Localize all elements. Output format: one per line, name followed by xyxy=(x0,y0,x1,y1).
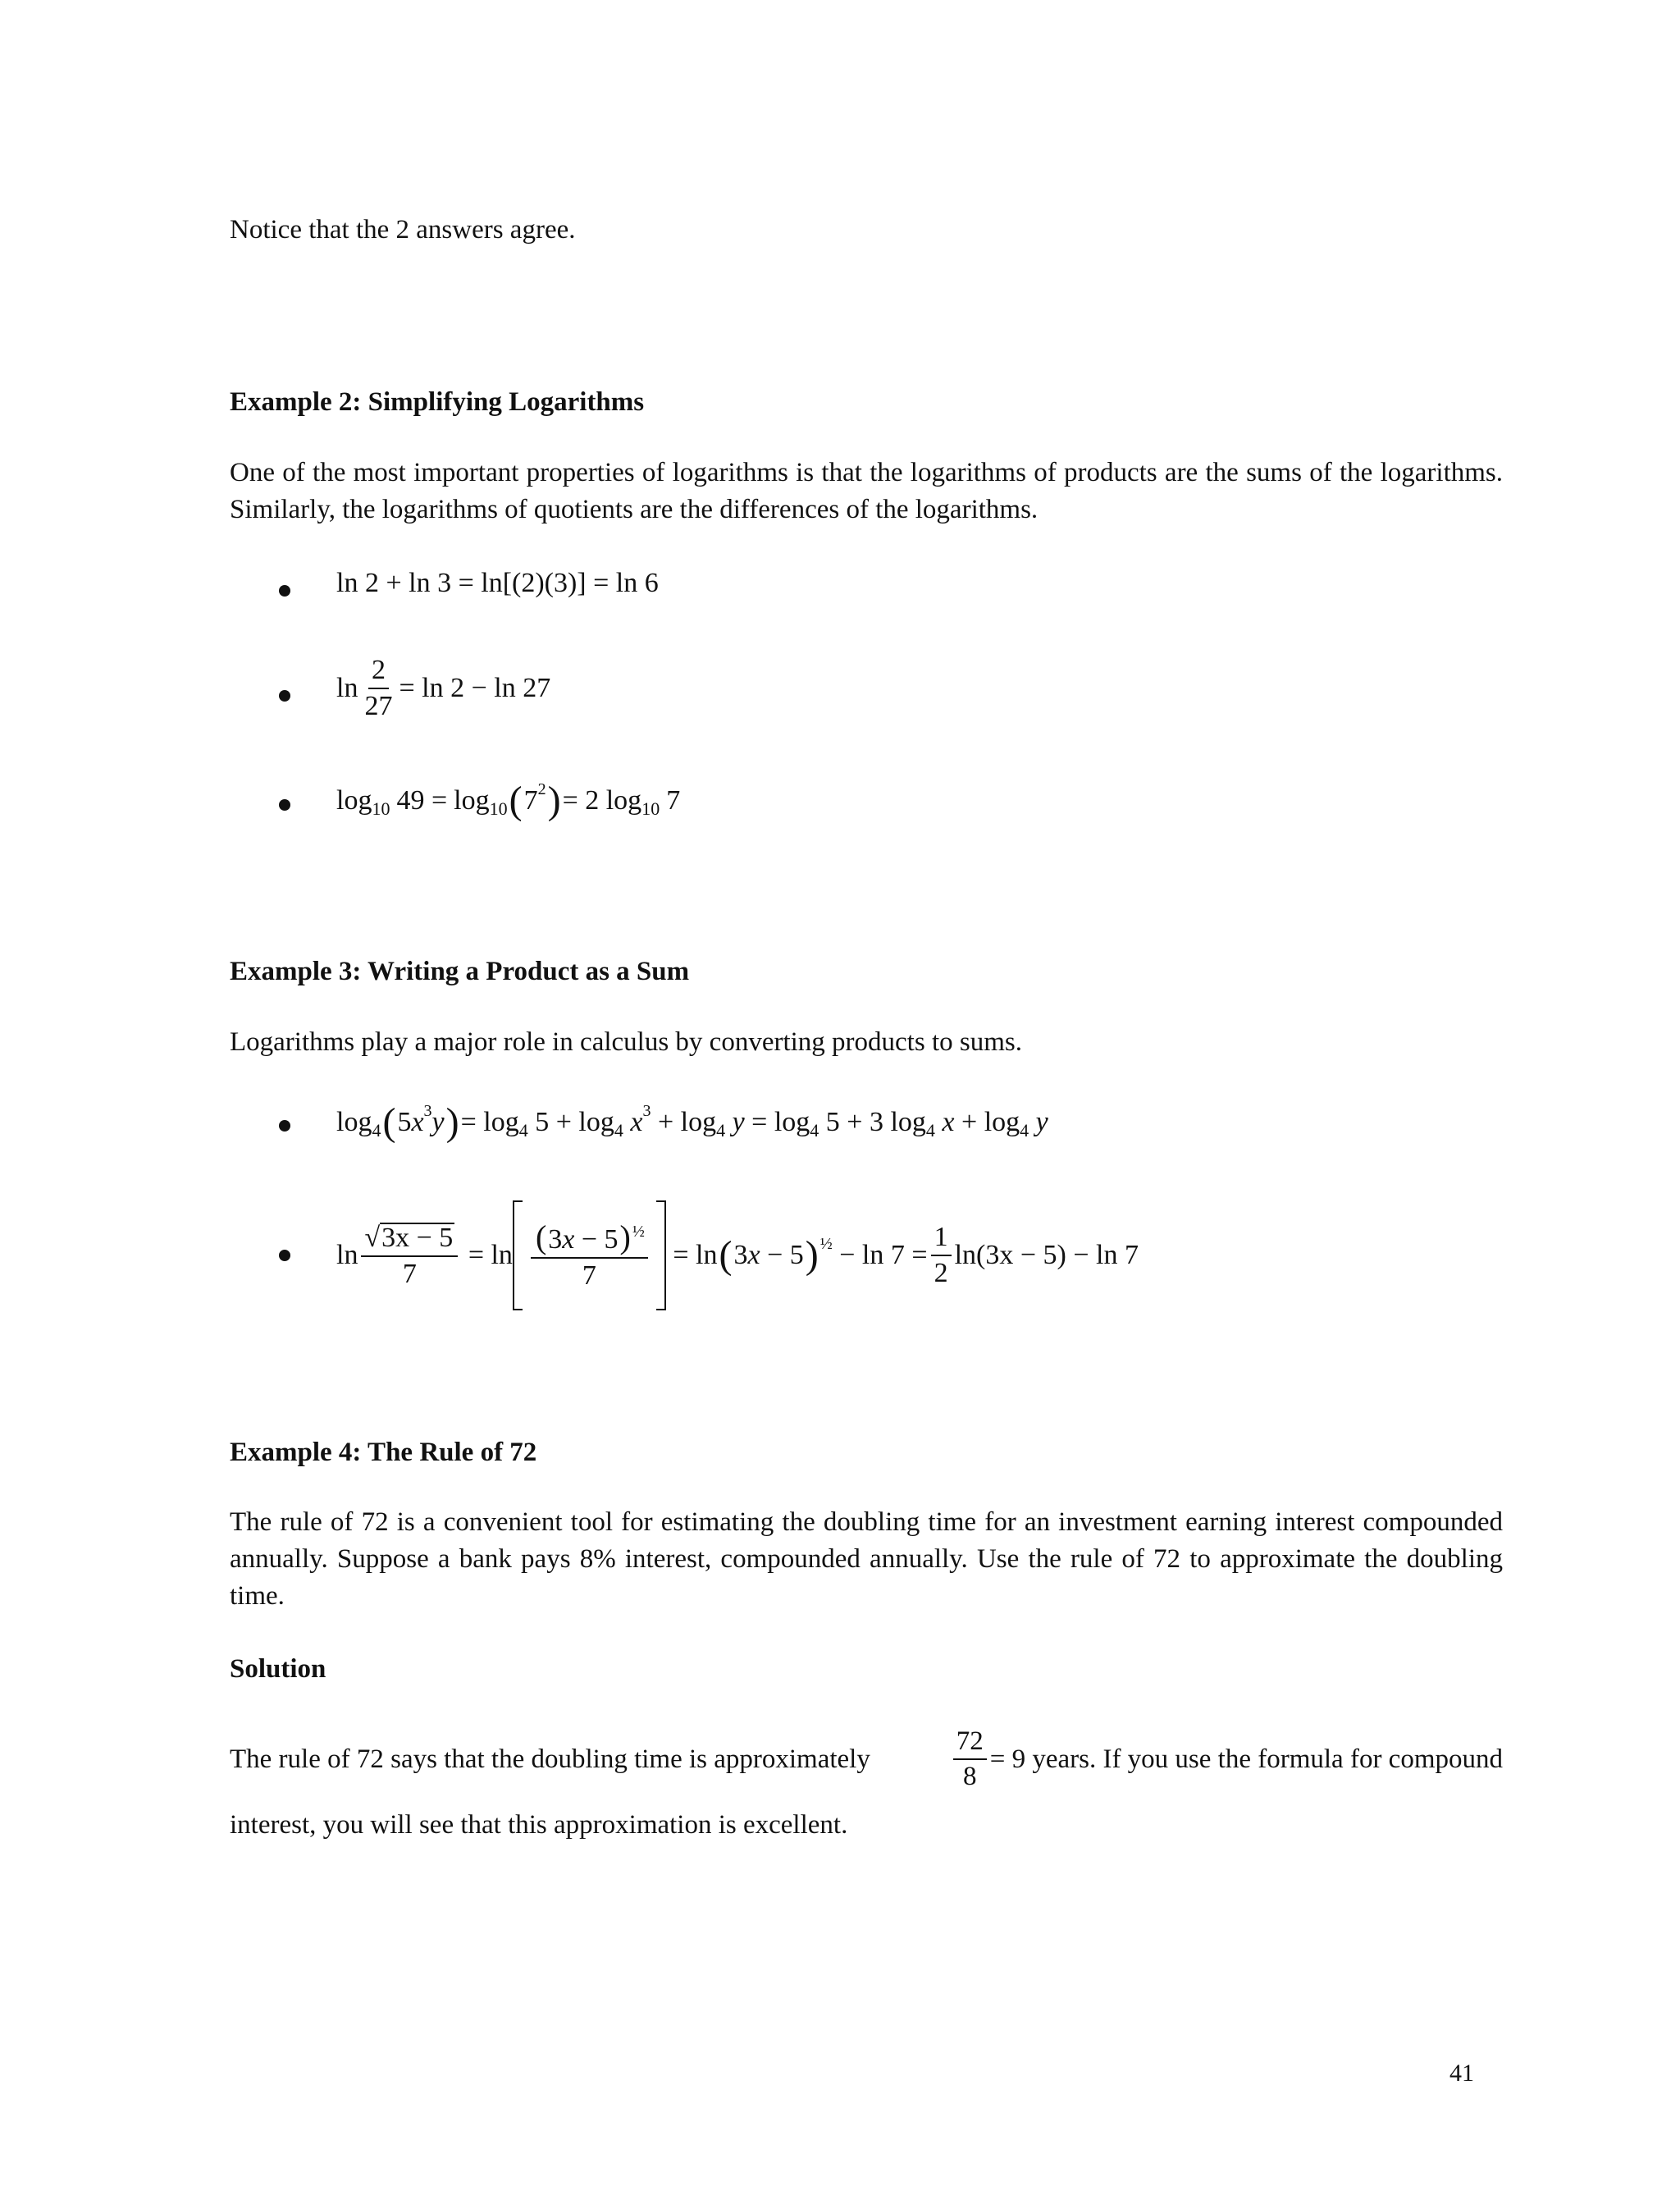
sqrt-fraction xyxy=(361,1223,458,1288)
eq2-ln: ln xyxy=(336,673,358,703)
eq-ln: ln xyxy=(336,1240,358,1270)
eq3-log2: log xyxy=(454,785,490,816)
example3-paragraph: Logarithms play a major role in calculus by converting products to sums. xyxy=(230,1027,1022,1057)
example2-paragraph: One of the most important properties of logarithms is that the logarithms of products are the sums of the logarithms. Similarly, the logarithms of quotients are the differences of the logarithms. xyxy=(230,458,1503,524)
eq2-numerator: 2 xyxy=(368,656,389,689)
solution-line-1 xyxy=(230,1728,1503,1790)
bullet xyxy=(279,1250,290,1261)
solution-heading: Solution xyxy=(230,1654,326,1684)
bullet xyxy=(279,799,290,811)
eq3-exponent: 2 xyxy=(537,780,546,798)
bullet xyxy=(279,1120,290,1132)
sqrt-body: 3x − 5 xyxy=(381,1223,454,1253)
eq-tail: ln(3x − 5) − ln 7 xyxy=(954,1240,1139,1270)
solution-post: = 9 years. If you use the formula for compound xyxy=(989,1744,1503,1774)
sqrt-denominator: 7 xyxy=(402,1259,417,1289)
one-half-fraction: $\frac{1}{2}$ xyxy=(931,1223,952,1287)
example4-heading: Example 4: The Rule of 72 xyxy=(230,1438,537,1467)
bullet xyxy=(279,585,290,597)
equation-ln-quotient xyxy=(336,656,550,720)
example4-paragraph: The rule of 72 is a convenient tool for estimating the doubling time for an investment earning interest compounded annually. Suppose a bank pays 8% interest, compounded annually. Use the rule of 72 to approximate the doubling time. xyxy=(230,1507,1503,1611)
eq2-denominator: 27 xyxy=(364,691,393,721)
solution-line-2: interest, you will see that this approximation is excellent. xyxy=(230,1810,848,1840)
example3-heading: Example 3: Writing a Product as a Sum xyxy=(230,957,690,986)
minus-ln7: − ln 7 xyxy=(839,1240,905,1270)
rule72-fraction xyxy=(953,1728,987,1790)
eq2-fraction xyxy=(361,656,395,720)
equation-ln-sqrt: ln √ 3x − 5 7 = ln $\frac{(3x - 5) ^{\frac{1}{2}}}{7}$ = ln ( 3x − 5 ) ½ − ln 7 = $\frac{1}{2}$ ln(3x − 5) − ln 7 xyxy=(336,1200,1139,1310)
eq3-base2: 10 xyxy=(489,798,508,819)
eq2-rhs: = ln 2 − ln 27 xyxy=(399,673,551,703)
eq3-49: 49 = xyxy=(396,785,448,816)
example2-heading: Example 2: Simplifying Logarithms xyxy=(230,387,645,417)
eq3-two-log: = 2 log xyxy=(562,785,642,816)
solution-pre: The rule of 72 says that the doubling time is approximately xyxy=(230,1744,870,1774)
equation-log10-power: log 10 49 = log 10 ( 7 2 ) = 2 log 10 7 xyxy=(336,779,681,822)
eq3-seven2: 7 xyxy=(666,785,681,816)
equation-log4-expansion: log 4 ( 5x 3 y ) = log 4 5 + log 4 x 3 + log 4 y = log 4 5 + 3 log 4 x + log 4 y xyxy=(336,1100,1048,1144)
rule72-numerator: 72 xyxy=(953,1728,987,1760)
eq3-base: 10 xyxy=(372,798,390,819)
eq3-seven: 7 xyxy=(523,785,538,816)
equation-ln-sum: ln 2 + ln 3 = ln[(2)(3)] = ln 6 xyxy=(336,568,659,598)
eq3-base3: 10 xyxy=(641,798,660,819)
intro-line: Notice that the 2 answers agree. xyxy=(230,215,576,245)
bullet xyxy=(279,690,290,702)
bracketed-fraction: $\frac{(3x - 5) ^{\frac{1}{2}}}{7}$ xyxy=(513,1200,666,1310)
eq3-log: log xyxy=(336,785,372,816)
rule72-denominator: 8 xyxy=(962,1762,977,1791)
page-number: 41 xyxy=(1449,2060,1474,2087)
half-exponent: ½ xyxy=(819,1235,833,1253)
sqrt-expression: √ 3x − 5 xyxy=(364,1223,454,1253)
eq-log4-equals: = log xyxy=(460,1107,519,1137)
